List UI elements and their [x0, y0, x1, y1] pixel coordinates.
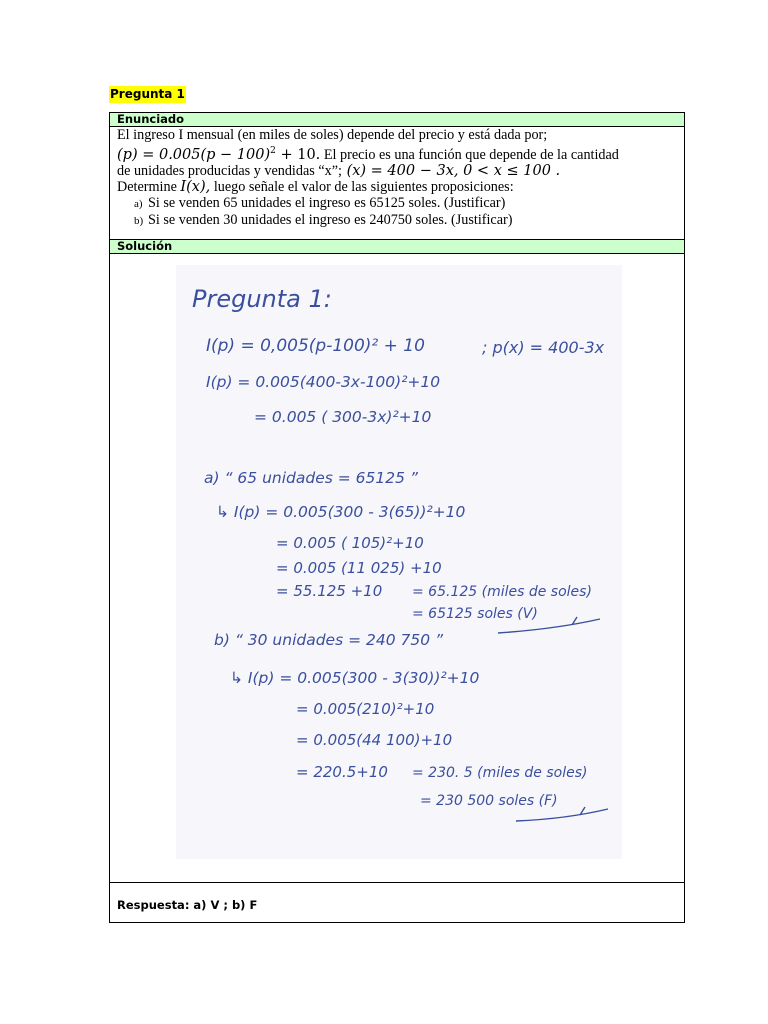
hw-line2: I(p) = 0.005(400-3x-100)²+10: [206, 373, 441, 391]
hw-a-head: a) “ 65 unidades = 65125 ”: [204, 469, 418, 487]
hw-line1b: ; p(x) = 400-3x: [482, 338, 605, 357]
hw-title: Pregunta 1:: [192, 285, 332, 313]
hw-a2: = 0.005 ( 105)²+10: [276, 534, 424, 552]
hw-line3: = 0.005 ( 300-3x)²+10: [254, 408, 432, 426]
hw-b1: ↳ I(p) = 0.005(300 - 3(30))²+10: [230, 669, 480, 687]
hw-a5: = 65125 soles (V): [412, 606, 538, 622]
income-function: $(p) = 0.005(p - 100)^2 + 10$.: [117, 146, 321, 163]
statement-line3: de unidades producidas y vendidas “x”; (x) = 400 − 3x, 0 < x ≤ 100 .: [117, 162, 561, 179]
statement-header: Enunciado: [110, 113, 684, 127]
hw-b4: = 220.5+10: [296, 763, 388, 781]
price-function: (x) = 400 − 3x, 0 < x ≤ 100 .: [341, 162, 561, 179]
hw-a4: = 55.125 +10: [276, 582, 383, 600]
proposition-a: a) Si se venden 65 unidades el ingreso es 65125 soles. (Justificar): [134, 194, 506, 211]
proposition-b: b) Si se venden 30 unidades el ingreso es 240750 soles. (Justificar): [134, 211, 513, 228]
hw-a3: = 0.005 (11 025) +10: [276, 559, 442, 577]
hw-b-head: b) “ 30 unidades = 240 750 ”: [214, 631, 444, 649]
hw-b2: = 0.005(210)²+10: [296, 700, 435, 718]
handwritten-solution-photo: [176, 265, 622, 859]
answer-divider: [110, 882, 684, 883]
solution-header: Solución: [110, 239, 684, 254]
hw-b4b: = 230. 5 (miles de soles): [412, 765, 588, 781]
proposition-list: [117, 195, 685, 229]
hw-b3: = 0.005(44 100)+10: [296, 731, 453, 749]
hw-a1: ↳ I(p) = 0.005(300 - 3(65))²+10: [216, 503, 466, 521]
question-title: Pregunta 1: [110, 87, 185, 101]
statement-line2: $(p) = 0.005(p - 100)^2 + 10$. El precio es una función que depende de la cantidad: [117, 146, 619, 163]
hw-b5: = 230 500 soles (F): [420, 793, 558, 809]
question-table: [109, 112, 685, 923]
answer-text: Respuesta: a) V ; b) F: [117, 898, 258, 912]
exponent: 2: [270, 146, 276, 156]
statement-intro: El ingreso I mensual (en miles de soles) depende del precio y está dada por;: [117, 127, 548, 143]
statement-body: [117, 127, 685, 229]
statement-determine: Determine I(x), luego señale el valor de las siguientes proposiciones:: [117, 178, 514, 195]
hw-a4b: = 65.125 (miles de soles): [412, 584, 592, 600]
hw-line1: I(p) = 0,005(p-100)² + 10: [206, 336, 425, 356]
